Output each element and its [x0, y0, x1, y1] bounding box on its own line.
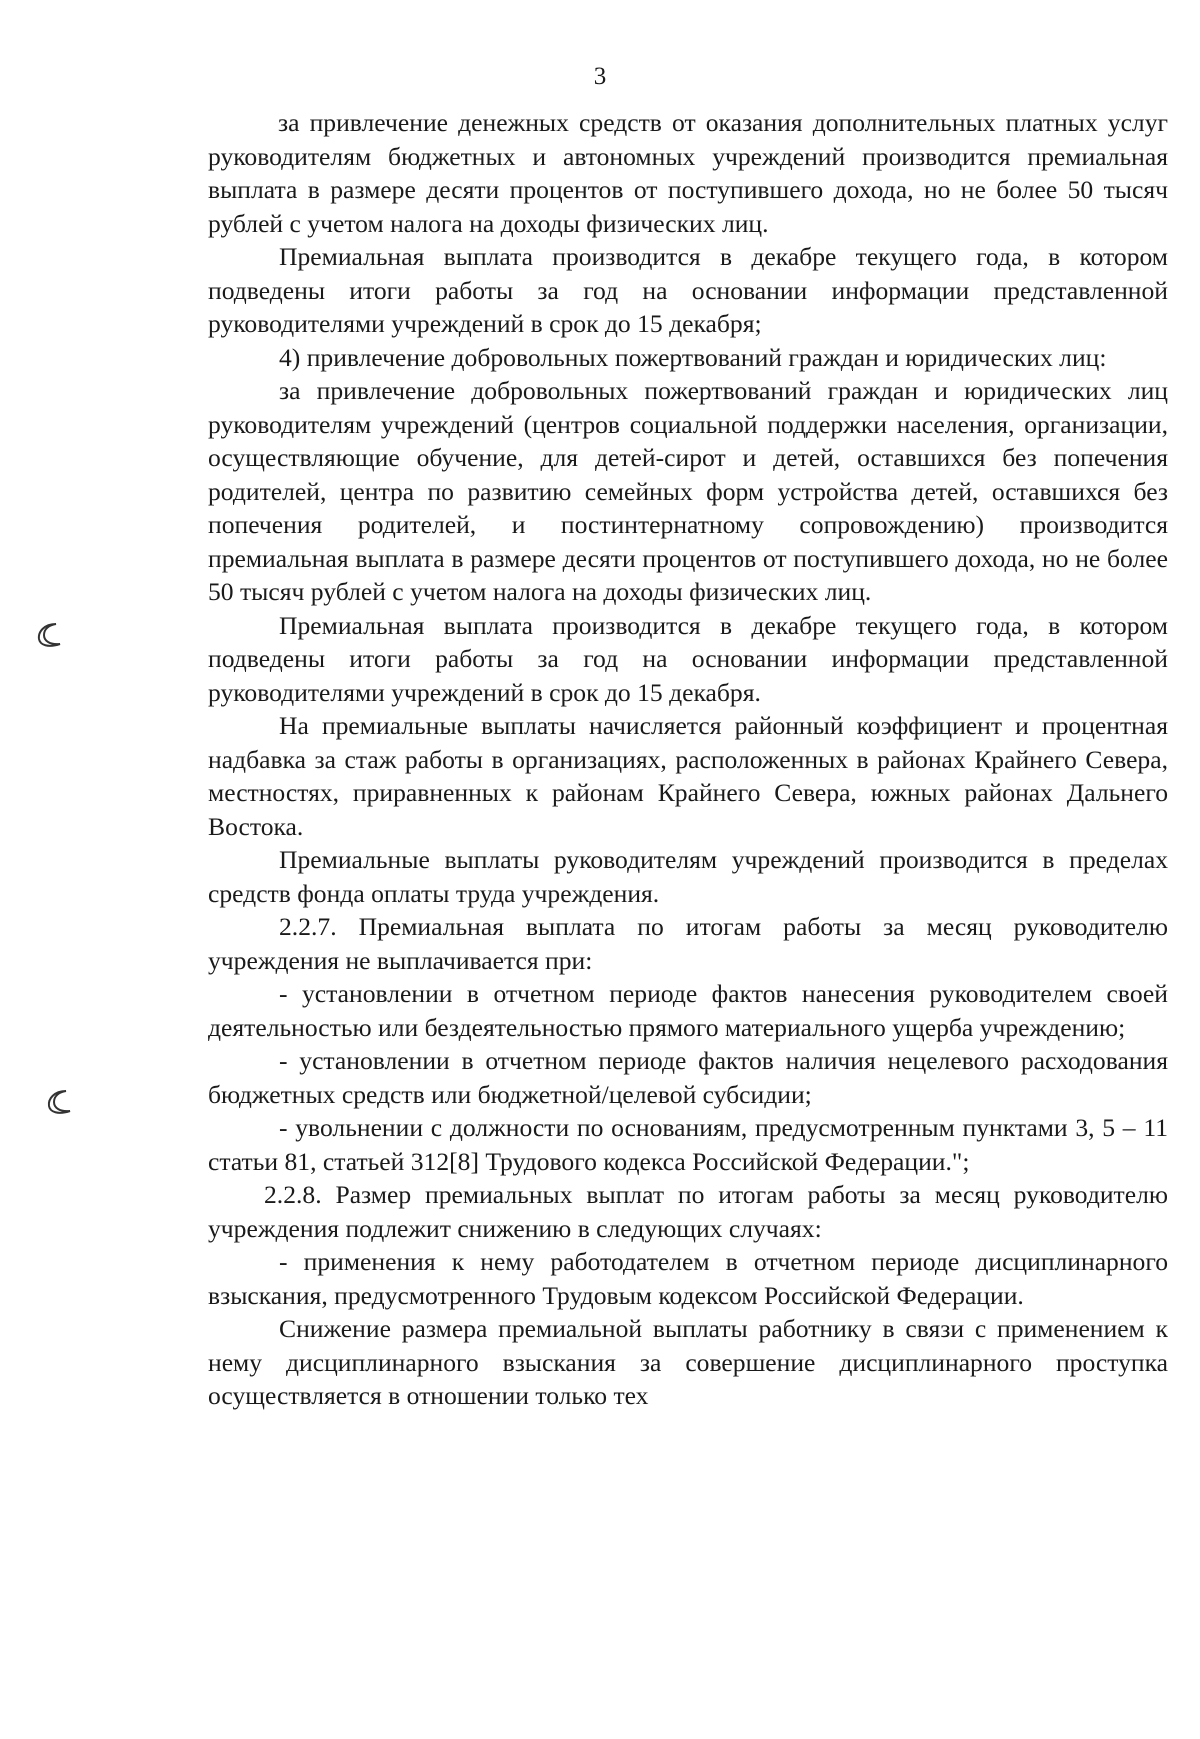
paragraph: 2.2.7. Премиальная выплата по итогам работы за месяц руководителю учреждения не выплачивается при:	[208, 912, 1168, 975]
paragraph: Премиальная выплата производится в декабре текущего года, в котором подведены итоги работы за год на основании информации представленной руководителями учреждений в срок до 15 декабря.	[208, 610, 1168, 707]
hole-punch-mark-icon	[34, 620, 64, 650]
paragraph: На премиальные выплаты начисляется районный коэффициент и процентная надбавка за стаж работы в организациях, расположенных в районах Крайнего Севера, местностях, приравненных к районам Крайнего Севера, южных районах Дальнего Востока.	[208, 711, 1168, 841]
page-number: 3	[593, 63, 607, 90]
paragraph: 2.2.8. Размер премиальных выплат по итогам работы за месяц руководителю учреждения подлежит снижению в следующих случаях:	[208, 1180, 1168, 1243]
paragraph: - установлении в отчетном периоде фактов наличия нецелевого расходования бюджетных средств или бюджетной/целевой субсидии;	[208, 1046, 1168, 1109]
paragraph: за привлечение добровольных пожертвований граждан и юридических лиц руководителям учреждений (центров социальной поддержки населения, организации, осуществляющие обучение, для детей-сирот и детей, оставшихся без попечения родителей, центра по развитию семейных форм устройства детей, оставшихся без попечения родителей, и постинтернатному сопровождению) производится премиальная выплата в размере десяти процентов от поступившего дохода, но не более 50 тысяч рублей с учетом налога на доходы физических лиц.	[208, 376, 1168, 606]
document-body	[208, 106, 1168, 1413]
paragraph: - применения к нему работодателем в отчетном периоде дисциплинарного взыскания, предусмотренного Трудовым кодексом Российской Федерации.	[208, 1247, 1168, 1310]
paragraph: Премиальная выплата производится в декабре текущего года, в котором подведены итоги работы за год на основании информации представленной руководителями учреждений в срок до 15 декабря;	[208, 242, 1168, 338]
paragraph: - установлении в отчетном периоде фактов нанесения руководителем своей деятельностью или бездеятельностью прямого материального ущерба учреждению;	[208, 979, 1168, 1042]
paragraph: - увольнении с должности по основаниям, предусмотренным пунктами 3, 5 – 11 статьи 81, статьей 312[8] Трудового кодекса Российской Федерации.";	[208, 1113, 1168, 1176]
paragraph: Снижение размера премиальной выплаты работнику в связи с применением к нему дисциплинарного взыскания за совершение дисциплинарного проступка осуществляется в отношении только тех	[208, 1314, 1168, 1410]
paragraph: за привлечение денежных средств от оказания дополнительных платных услуг руководителям бюджетных и автономных учреждений производится премиальная выплата в размере десяти процентов от поступившего дохода, но не более 50 тысяч рублей с учетом налога на доходы физических лиц.	[208, 108, 1168, 238]
paragraph: Премиальные выплаты руководителям учреждений производится в пределах средств фонда оплаты труда учреждения.	[208, 845, 1168, 908]
hole-punch-mark-icon	[44, 1087, 74, 1117]
paragraph: 4) привлечение добровольных пожертвований граждан и юридических лиц:	[279, 342, 1107, 372]
